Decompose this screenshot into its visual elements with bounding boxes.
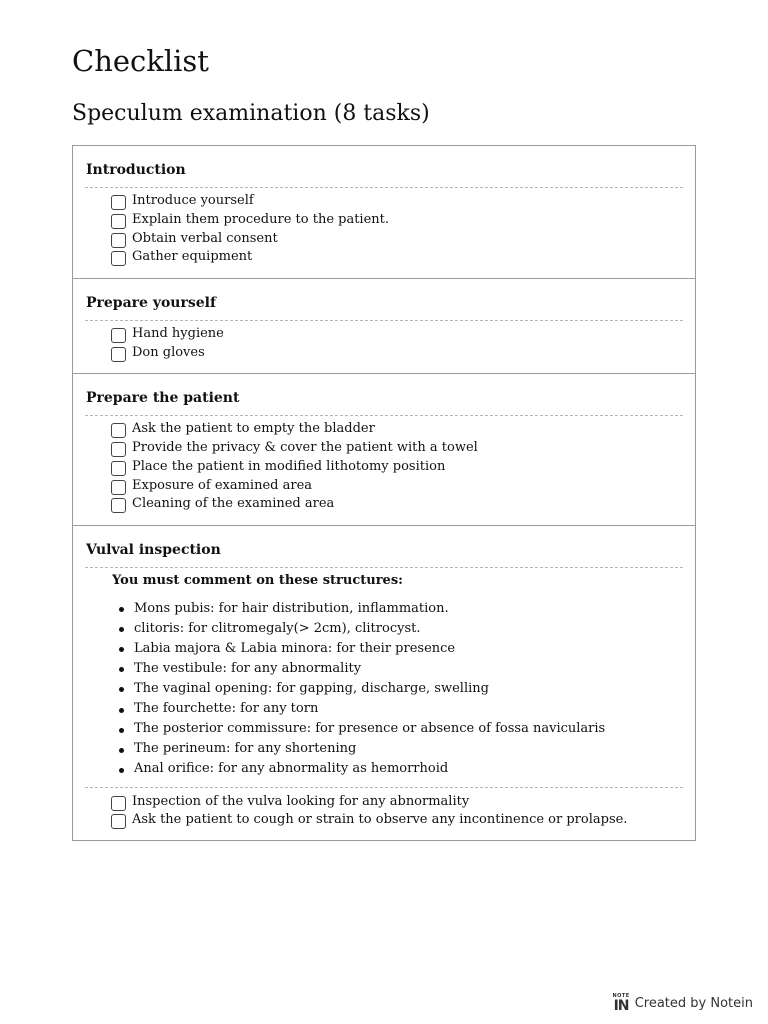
notein-logo-icon (612, 994, 629, 1013)
task-item[interactable] (111, 439, 695, 458)
bullet-item (111, 619, 695, 639)
task-item[interactable] (111, 248, 695, 267)
checkbox[interactable] (111, 328, 126, 343)
task-item[interactable] (111, 229, 695, 248)
task-label: Gather equipment (132, 249, 253, 265)
bullet-icon (119, 728, 124, 733)
checkbox[interactable] (111, 461, 126, 476)
task-list (73, 416, 695, 524)
bullet-item (111, 719, 695, 739)
bullet-icon (119, 687, 124, 692)
bullet-item (111, 759, 695, 779)
footer (612, 994, 753, 1013)
task-list (73, 321, 695, 373)
bullet-icon (119, 607, 124, 612)
bullet-text: The fourchette: for any torn (134, 701, 319, 717)
bullet-text: The posterior commissure: for presence or absence of fossa navicularis (134, 721, 606, 737)
task-label: Introduce yourself (132, 193, 254, 209)
logo-main-text: IN (613, 998, 629, 1014)
task-item[interactable] (111, 792, 695, 811)
section-header: Introduction (86, 162, 186, 178)
bullet-text: Mons pubis: for hair distribution, inflammation. (134, 600, 449, 616)
bullet-icon (119, 667, 124, 672)
bullet-icon (119, 768, 124, 773)
section-introduction (73, 146, 695, 279)
checkbox[interactable] (111, 498, 126, 513)
checkbox[interactable] (111, 233, 126, 248)
bullet-icon (119, 647, 124, 652)
task-label: Explain them procedure to the patient. (132, 212, 390, 228)
logo-top-text: NOTE (612, 993, 630, 999)
checkbox[interactable] (111, 195, 126, 210)
checkbox[interactable] (111, 214, 126, 229)
task-label: Inspection of the vulva looking for any abnormality (132, 793, 470, 809)
checkbox[interactable] (111, 480, 126, 495)
task-item[interactable] (111, 476, 695, 495)
bullet-item (111, 659, 695, 679)
task-label: Don gloves (132, 344, 205, 360)
checkbox[interactable] (111, 814, 126, 829)
section-header: Vulval inspection (86, 541, 221, 558)
task-item[interactable] (111, 325, 695, 344)
bullet-item (111, 639, 695, 659)
task-label: Exposure of examined area (132, 477, 313, 493)
bullet-icon (119, 627, 124, 632)
checkbox[interactable] (111, 347, 126, 362)
task-item[interactable] (111, 343, 695, 362)
task-item[interactable] (111, 458, 695, 477)
task-item[interactable] (111, 420, 695, 439)
section-prepare-yourself (73, 279, 695, 374)
bullet-icon (119, 748, 124, 753)
checkbox[interactable] (111, 251, 126, 266)
bullet-item (111, 679, 695, 699)
bullet-text: The vestibule: for any abnormality (134, 660, 362, 676)
section-header: Prepare the patient (86, 390, 240, 407)
task-item[interactable] (111, 192, 695, 211)
bullet-text: Anal orifice: for any abnormality as hemorrhoid (134, 761, 449, 777)
bullet-icon (119, 708, 124, 713)
page-subtitle: Speculum examination (8 tasks) (72, 101, 430, 126)
bullet-item (111, 699, 695, 719)
checkbox[interactable] (111, 442, 126, 457)
bullet-list (73, 599, 695, 780)
task-label: Obtain verbal consent (132, 230, 278, 246)
bullet-text: Labia majora & Labia minora: for their presence (134, 640, 456, 656)
bullet-item (111, 739, 695, 759)
checklist-box (72, 145, 696, 841)
section-prepare-patient (73, 374, 695, 525)
task-list (73, 188, 695, 278)
bullet-text: The perineum: for any shortening (134, 741, 357, 757)
footer-credit: Created by Notein (634, 996, 753, 1011)
task-item[interactable] (111, 211, 695, 230)
task-list (73, 788, 695, 839)
task-label: Cleaning of the examined area (132, 496, 335, 512)
note-title: You must comment on these structures: (112, 572, 403, 588)
task-label: Hand hygiene (132, 326, 224, 342)
section-header: Prepare yourself (86, 294, 216, 311)
bullet-item (111, 599, 695, 619)
checkbox[interactable] (111, 423, 126, 438)
section-vulval-inspection (73, 526, 695, 840)
task-label: Ask the patient to cough or strain to observe any incontinence or prolapse. (132, 812, 628, 828)
task-label: Place the patient in modified lithotomy position (132, 458, 446, 474)
task-item[interactable] (111, 811, 695, 830)
checkbox[interactable] (111, 796, 126, 811)
task-label: Ask the patient to empty the bladder (132, 421, 375, 437)
bullet-text: clitoris: for clitromegaly(> 2cm), clitrocyst. (134, 620, 421, 636)
bullet-text: The vaginal opening: for gapping, discharge, swelling (134, 680, 489, 696)
task-item[interactable] (111, 495, 695, 514)
page-title: Checklist (72, 44, 209, 78)
task-label: Provide the privacy & cover the patient with a towel (132, 440, 478, 456)
